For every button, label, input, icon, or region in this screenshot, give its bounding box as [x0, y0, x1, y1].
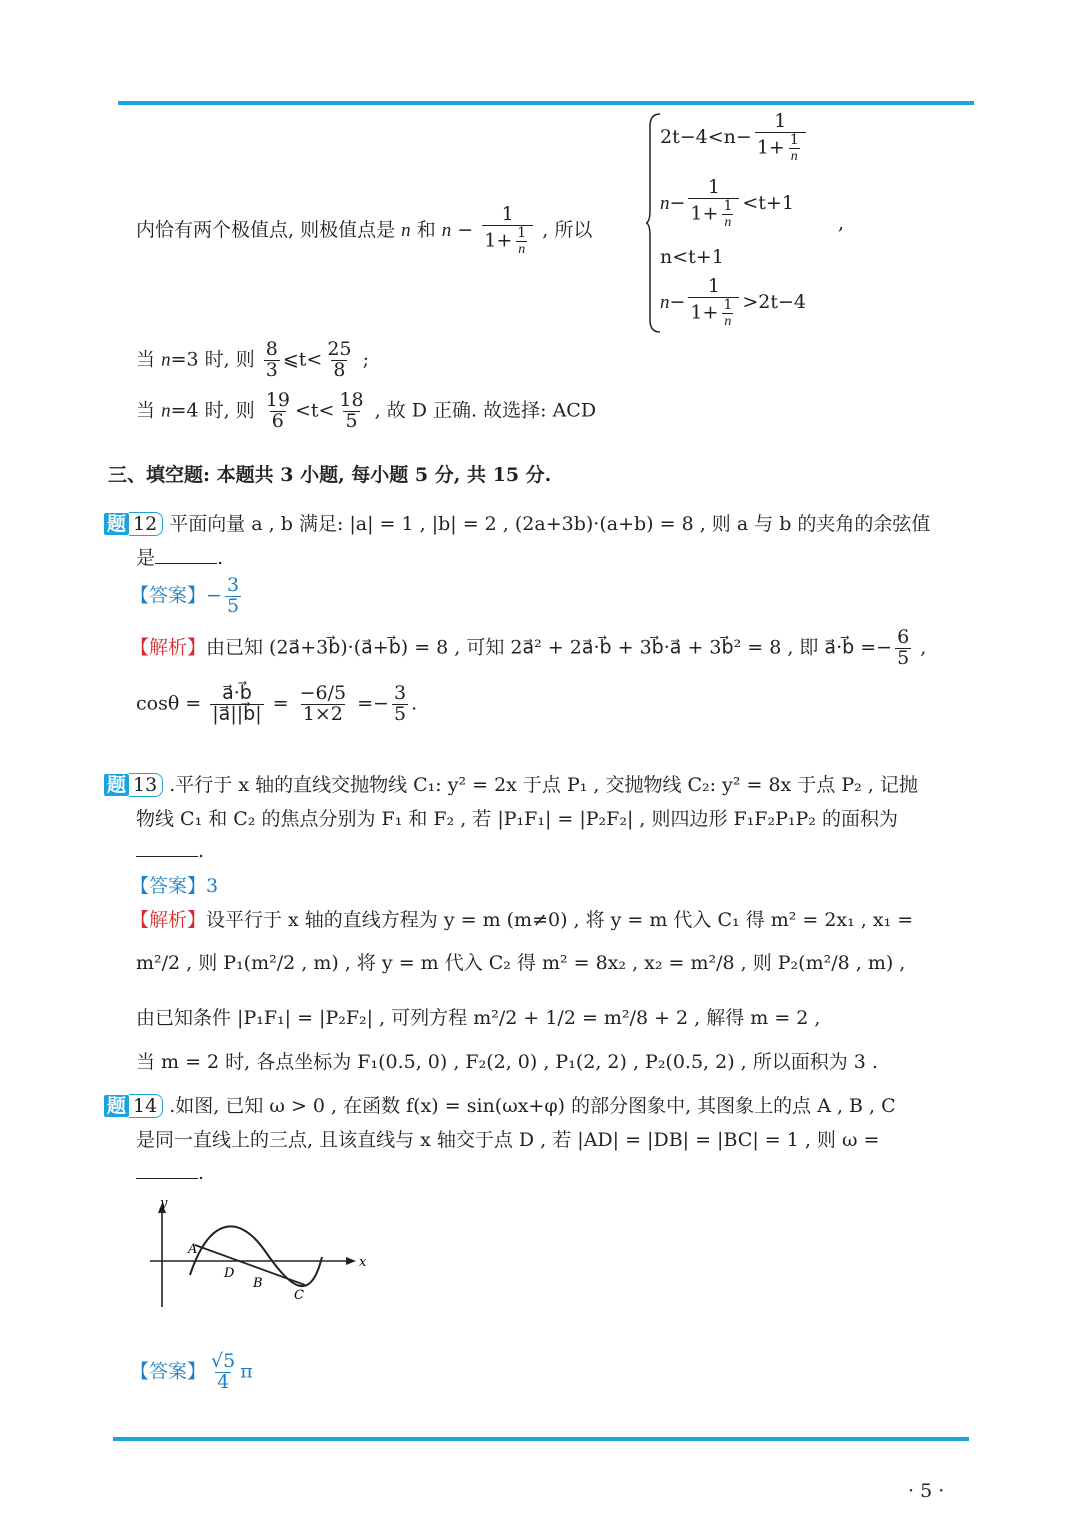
sys-row-4: n− 1 1+ $\frac{1}{n}$ >2t−4 [660, 275, 807, 329]
q13-analysis-4: 当 m = 2 时, 各点坐标为 F₁(0.5, 0) , F₂(2, 0) , P₁(2, 2) , P₂(0.5, 2) , 所以面积为 3 . [136, 1051, 878, 1073]
bottom-rule [113, 1437, 969, 1441]
q13-analysis-3: 由已知条件 |P₁F₁| = |P₂F₂| , 可列方程 m²/2 + 1/2 = m²/8 + 2 , 解得 m = 2 , [136, 1007, 821, 1029]
q12-answer: 【答案】− $\frac{3}{5}$ [130, 574, 240, 617]
q13-analysis-1: 【解析】设平行于 x 轴的直线方程为 y = m (m≠0) , 将 y = m 代入 C₁ 得 m² = 2x₁ , x₁ = [130, 909, 914, 931]
q12-tag: 题 12 [104, 509, 163, 536]
sys-row-3: n<t+1 [660, 246, 724, 268]
section-title: 三、填空题: 本题共 3 小题, 每小题 5 分, 共 15 分. [108, 464, 552, 486]
sys-comma: , [838, 212, 845, 234]
page-number: · 5 · [908, 1480, 945, 1502]
x-arrow [346, 1257, 356, 1265]
sys-row-2: n− 1 1+ $\frac{1}{n}$ <t+1 [660, 176, 794, 230]
top-line: 内恰有两个极值点, 则极值点是 n 和 n − 1 1+ $\frac{1}{n}$ , 所以 [136, 203, 593, 257]
label-b: B [253, 1276, 263, 1291]
q14-graph [140, 1195, 380, 1315]
q12-stem2: 是 . [136, 547, 224, 569]
case-n3: 当 n=3 时, 则 $\frac{8}{3}$ ⩽t< $\frac{25}{8}$ ; [136, 338, 369, 381]
label-y: y [160, 1196, 168, 1211]
case-n4: 当 n=4 时, 则 $\frac{19}{6}$ <t< $\frac{18}{5}$ , 故 D 正确. 故选择: ACD [136, 389, 597, 432]
q12-analysis-2: cosθ = $\frac{a⃗\cdot b⃗}{|a⃗||b⃗|}$ = $\frac{-6/5}{1\times 2}$ =− $\frac{3}{5}$ . [136, 682, 418, 725]
q12-analysis-1: 【解析】由已知 (2a⃗+3b⃗)·(a⃗+b⃗) = 8 , 可知 2a⃗² + 2a⃗·b⃗ + 3b⃗·a⃗ + 3b⃗² = 8 , 即 a⃗·b⃗ =− $\frac{6}{5}$ , [130, 626, 927, 669]
line-abc [195, 1245, 305, 1285]
frac-1: 1 1+ $\frac{1}{n}$ [482, 205, 533, 257]
q14-answer: 【答案】 $\frac{√5}{4}$ π [130, 1350, 253, 1393]
q13-answer: 【答案】3 [130, 875, 219, 897]
sys-row-1: 2t−4<n− 1 1+ $\frac{1}{n}$ [660, 112, 809, 164]
q13-analysis-2: m²/2 , 则 P₁(m²/2 , m) , 将 y = m 代入 C₂ 得 m² = 8x₂ , x₂ = m²/8 , 则 P₂(m²/8 , m) , [136, 952, 906, 974]
label-a: A [188, 1242, 198, 1257]
q13-blank: . [136, 840, 204, 862]
label-c: C [294, 1288, 304, 1303]
q13-stem: 题 13 .平行于 x 轴的直线交抛物线 C₁: y² = 2x 于点 P₁ , 交抛物线 C₂: y² = 8x 于点 P₂ , 记抛 [104, 770, 918, 797]
label-x: x [359, 1255, 367, 1270]
q14-tag: 题 14 [104, 1091, 163, 1118]
q13-stem2: 物线 C₁ 和 C₂ 的焦点分别为 F₁ 和 F₂ , 若 |P₁F₁| = |P₂F₂| , 则四边形 F₁F₂P₁P₂ 的面积为 [136, 808, 898, 830]
top-rule [118, 101, 974, 105]
q13-tag: 题 13 [104, 770, 163, 797]
q14-stem2: 是同一直线上的三点, 且该直线与 x 轴交于点 D , 若 |AD| = |DB| = |BC| = 1 , 则 ω = [136, 1129, 880, 1151]
label-d: D [224, 1266, 235, 1281]
q14-stem: 题 14 .如图, 已知 ω > 0 , 在函数 f(x) = sin(ωx+φ) 的部分图象中, 其图象上的点 A , B , C [104, 1091, 896, 1118]
q14-blank: . [136, 1162, 204, 1184]
q12-stem: 题 12 平面向量 a , b 满足: |a| = 1 , |b| = 2 , (2a+3b)·(a+b) = 8 , 则 a 与 b 的夹角的余弦值 [104, 509, 930, 536]
